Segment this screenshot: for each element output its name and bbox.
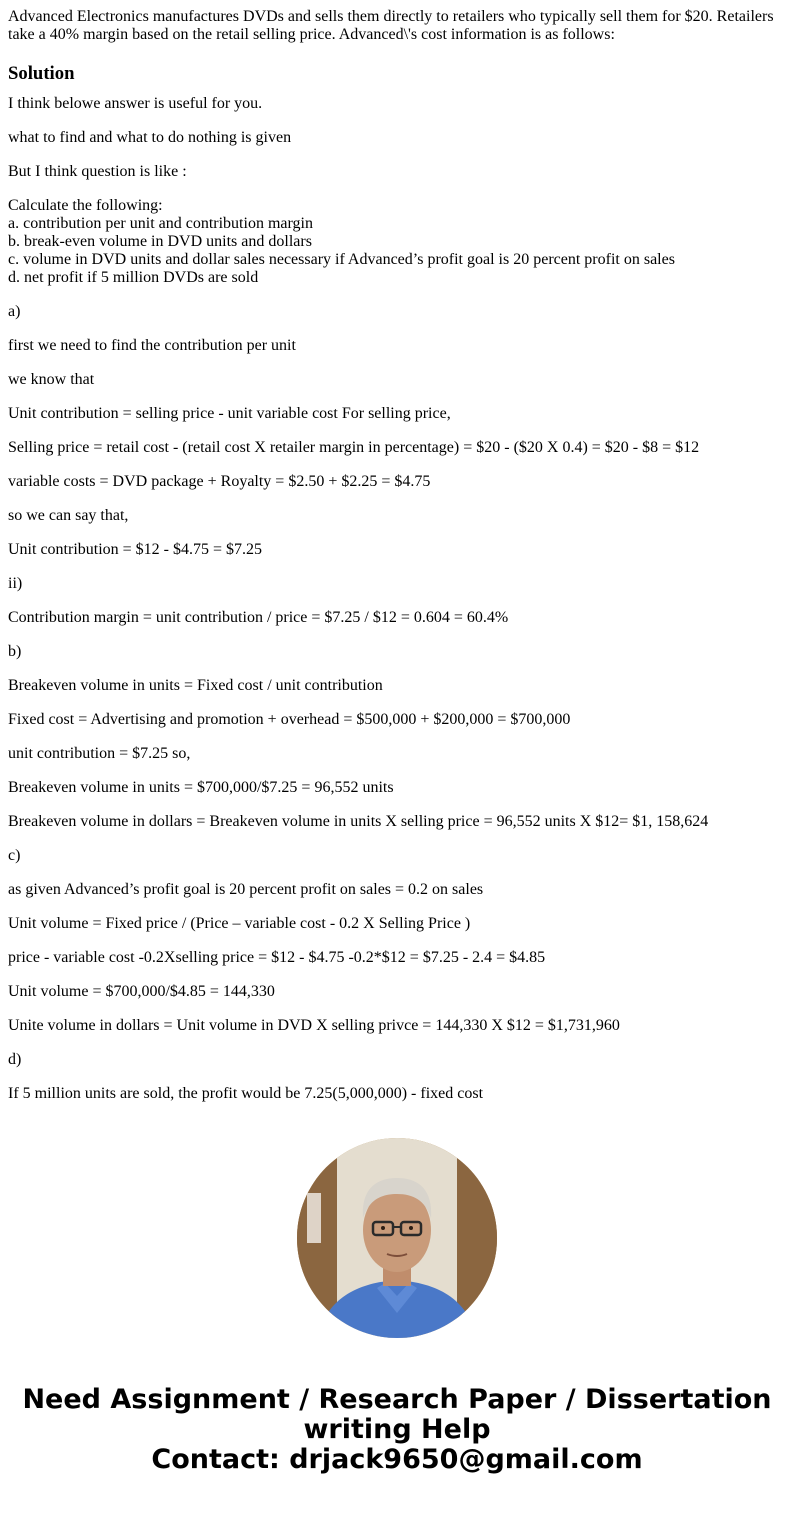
answer-line: Selling price = retail cost - (retail cost X retailer margin in percentage) = $20 - ($20 X 0.4) = $20 - $8 = $12 [8,439,700,456]
question-list-item: Calculate the following: [8,197,163,214]
question-list [8,197,786,287]
contact-email: Contact: drjack9650@gmail.com [151,1444,643,1475]
question-text: Advanced Electronics manufactures DVDs and sells them directly to retailers who typically sell them for $20. Retailers take a 40% margin based on the retail selling price. Advanced\'s cost information is as follows: [8,8,774,43]
answer-intro: I think belowe answer is useful for you. [8,95,263,112]
portrait-illustration [297,1138,497,1338]
question-list-item: a. contribution per unit and contribution margin [8,215,313,232]
author-photo-container [8,1138,786,1338]
solution-heading: Solution [8,63,75,84]
answer-line: variable costs = DVD package + Royalty = $2.50 + $2.25 = $4.75 [8,473,431,490]
contact-banner [8,1385,786,1475]
answer-line: Unit volume = Fixed price / (Price – variable cost - 0.2 X Selling Price ) [8,915,471,932]
answer-line: Unit contribution = selling price - unit variable cost For selling price, [8,405,451,422]
part-ii-label: ii) [8,575,23,592]
answer-line: as given Advanced’s profit goal is 20 percent profit on sales = 0.2 on sales [8,881,484,898]
answer-line: price - variable cost -0.2Xselling price = $12 - $4.75 -0.2*$12 = $7.25 - 2.4 = $4.85 [8,949,546,966]
part-a-label: a) [8,303,21,320]
question-list-item: b. break-even volume in DVD units and dollars [8,233,312,250]
question-list-item: d. net profit if 5 million DVDs are sold [8,269,259,286]
answer-line: Unit contribution = $12 - $4.75 = $7.25 [8,541,263,558]
answer-line: Contribution margin = unit contribution / price = $7.25 / $12 = 0.604 = 60.4% [8,609,509,626]
answer-line: first we need to find the contribution per unit [8,337,296,354]
answer-line: we know that [8,371,95,388]
answer-line: Fixed cost = Advertising and promotion + overhead = $500,000 + $200,000 = $700,000 [8,711,571,728]
answer-note-2: But I think question is like : [8,163,187,180]
part-b-label: b) [8,643,22,660]
answer-line: unit contribution = $7.25 so, [8,745,191,762]
answer-line: Breakeven volume in units = $700,000/$7.25 = 96,552 units [8,779,394,796]
answer-line: Breakeven volume in dollars = Breakeven volume in units X selling price = 96,552 units X $12= $1, 158,624 [8,813,709,830]
answer-line: Breakeven volume in units = Fixed cost / unit contribution [8,677,383,694]
part-d-label: d) [8,1051,22,1068]
author-photo [297,1138,497,1338]
banner-line: Need Assignment / Research Paper / Dissertation [22,1384,772,1415]
answer-line: Unite volume in dollars = Unit volume in DVD X selling privce = 144,330 X $12 = $1,731,960 [8,1017,620,1034]
answer-line: Unit volume = $700,000/$4.85 = 144,330 [8,983,275,1000]
question-list-item: c. volume in DVD units and dollar sales necessary if Advanced’s profit goal is 20 percent profit on sales [8,251,675,268]
answer-line: If 5 million units are sold, the profit would be 7.25(5,000,000) - fixed cost [8,1085,484,1102]
part-c-label: c) [8,847,21,864]
answer-line: so we can say that, [8,507,129,524]
answer-note: what to find and what to do nothing is given [8,129,292,146]
banner-line: writing Help [303,1414,491,1445]
